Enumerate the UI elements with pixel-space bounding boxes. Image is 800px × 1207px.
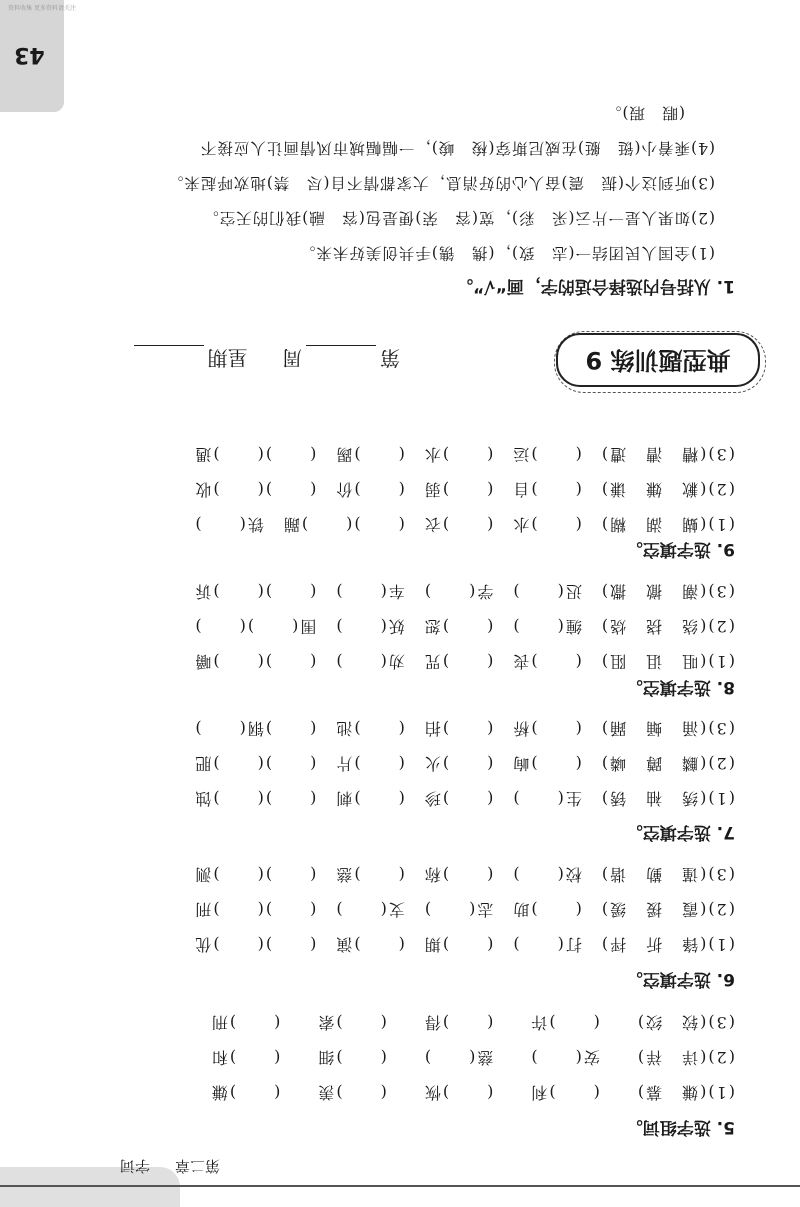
q7-row-2: (2)(麟 蹲 嶙) ( )峋 ( )火 ( )片 ( )( )肥 <box>193 754 735 773</box>
header-rule <box>0 1185 800 1187</box>
q6-row-1: (1)(锋 折 抨) 打( ) ( )期 ( )演 ( )( )优 <box>193 935 735 954</box>
practice-badge: 典型题训练 9 <box>556 333 760 387</box>
b-q1-row-5: (暇 瑕)。 <box>604 104 685 122</box>
section-label: 字词 <box>119 1157 150 1175</box>
weekday-label: 星期 <box>207 346 248 370</box>
b-q1-row-3: (3)听到这个(振 震)奋人心的好消息，大家都情不自(尽 禁)地欢呼起来。 <box>166 174 715 192</box>
q5-row-1: (1)(嫌 慕) ( )利 ( )恢 ( )羡 ( )嫌 <box>209 1083 735 1102</box>
weekday-blank <box>134 345 204 347</box>
q8-row-1: (1)(咀 诅 阻) ( )丧 ( )咒 劝( ) ( )( )嚼 <box>193 652 735 671</box>
q6-heading: 6. 选字填空。 <box>625 969 735 989</box>
week-prefix: 第 <box>380 346 400 370</box>
q7-row-3: (3)(涌 蛹 踊) ( )桥 ( )拍 ( )池 ( )钢( ) <box>193 719 735 738</box>
header-tab <box>0 1167 180 1207</box>
q9-row-3: (3)(糟 漕 遭) ( )运 ( )水 ( )踢 ( )( )遇 <box>193 445 735 464</box>
q8-row-2: (2)(绕 挠 烧) 缠( ) ( )恕 妖( ) 围( )( ) <box>193 617 735 636</box>
b-q1-heading: 1. 从括号内选择合适的字，画“√”。 <box>456 276 735 296</box>
chapter-label: 第二章 <box>174 1157 220 1175</box>
week-blank <box>306 345 376 347</box>
q9-heading: 9. 选字填空。 <box>625 539 735 559</box>
q7-heading: 7. 选字填空。 <box>625 822 735 842</box>
q5-row-2: (2)(详 祥) 安( ) 慈( ) ( )细 ( )和 <box>209 1048 735 1067</box>
page-number: 43 <box>14 42 45 67</box>
q7-row-1: (1)(绣 袖 锈) 生( ) ( )珍 ( )刺 ( )( )蚀 <box>193 789 735 808</box>
b-q1-row-4: (4)乘着小(铤 艇)在威尼斯穿(梭 峻)，一幅幅城市风情画让人应接不 <box>199 139 715 157</box>
q5-row-3: (3)(较 绞) ( )许 ( )得 ( )索 ( )刑 <box>209 1013 735 1032</box>
q5-heading: 5. 选字组词。 <box>625 1117 735 1137</box>
q9-row-2: (2)(歉 嫌 谦) ( )自 ( )弱 ( )价 ( )( )收 <box>193 480 735 499</box>
q8-heading: 8. 选字填空。 <box>625 677 735 697</box>
week-line <box>130 345 400 374</box>
week-mid: 周 <box>282 346 302 370</box>
q6-row-3: (3)(谨 勤 谐) 校( ) ( )称 ( )慈 ( )( )测 <box>193 865 735 884</box>
q9-row-1: (1)(蝴 湖 糊) ( )水 ( )衣 ( )( )蹦 铁( ) <box>193 515 735 534</box>
b-q1-row-2: (2)如果人是一片云(采 彩)，宽(容 荣)便是包(容 融)我们的天空。 <box>202 209 715 227</box>
q6-row-2: (2)(霞 援 缓) ( )助 志( ) 支( ) ( )( )刑 <box>193 900 735 919</box>
b-q1-row-1: (1)全国人民团结一(志 致)，(携 镌)手共创美好未来。 <box>298 244 715 262</box>
q8-row-3: (3)(潮 撤 撒) 迟( ) 学( ) 车( ) ( )( )诉 <box>193 582 735 601</box>
watermark-text: 资料收集 更多资料请关注 <box>8 5 76 12</box>
